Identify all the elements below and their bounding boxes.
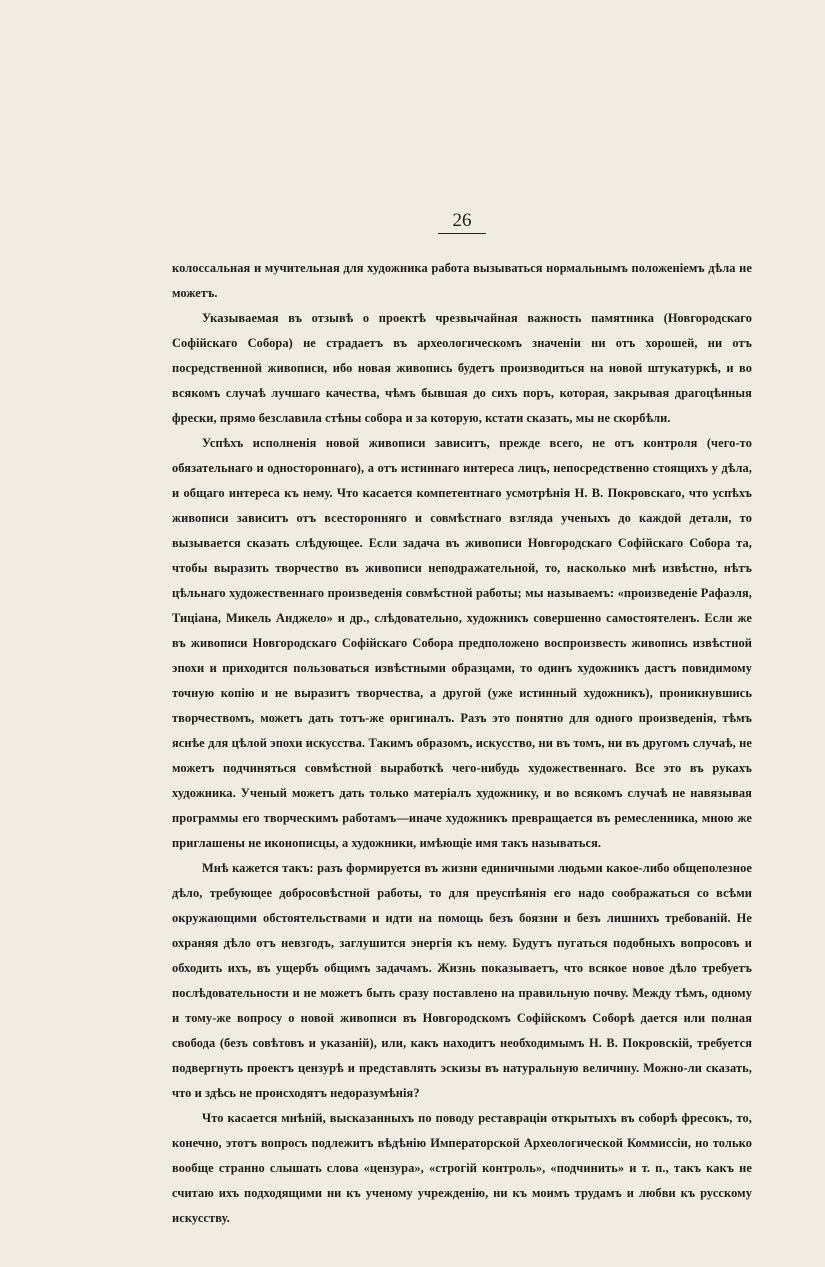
page-number-rule <box>438 233 486 234</box>
paragraph: колоссальная и мучительная для художника работа вызываться нормальнымъ положеніемъ дѣла не можетъ. <box>172 261 752 300</box>
paragraph: Что касается мнѣній, высказанныхъ по поводу реставраціи открытыхъ въ соборѣ фресокъ, то, конечно, этотъ вопросъ подлежитъ вѣдѣнію Императорской Археологической Коммиссіи, но только вообще странно слышать слова «цензура», «строгій контроль», «подчинить» и т. п., такъ какъ не считаю ихъ подходящими ни къ ученому учрежденію, ни къ моимъ трудамъ и любви къ русскому искусству. <box>172 1111 752 1225</box>
body-text <box>172 256 752 1231</box>
paragraph: Успѣхъ исполненія новой живописи зависитъ, прежде всего, не отъ контроля (чего-то обязательнаго и одностороннаго), а отъ истиннаго интереса лицъ, непосредственно стоящихъ у дѣла, и общаго интереса къ нему. Что касается компетентнаго усмотрѣнія Н. В. Покровскаго, что успѣхъ живописи зависитъ отъ всесторонняго и совмѣстнаго взгляда ученыхъ до каждой детали, то вызывается сказать слѣдующее. Если задача въ живописи Новгородскаго Софійскаго Собора та, чтобы выразить творчество въ живописи неподражательной, то, насколько мнѣ извѣстно, нѣтъ цѣльнаго художественнаго произведенія совмѣстной работы; мы называемъ: «произведеніе Рафаэля, Тиціана, Микель Анджело» и др., слѣдовательно, художникъ совершенно самостоятеленъ. Если же въ живописи Новгородскаго Софійскаго Собора предположено воспроизвесть живопись извѣстной эпохи и приходится пользоваться извѣстными образцами, то одинъ художникъ дастъ повидимому точную копію и не выразитъ творчества, а другой (уже истинный художникъ), проникнувшись творчествомъ, можетъ дать тотъ-же оригиналъ. Разъ это понятно для одного произведенія, тѣмъ яснѣе для цѣлой эпохи искусства. Такимъ образомъ, искусство, ни въ томъ, ни въ другомъ случаѣ, не можетъ подчиняться совмѣстной выработкѣ чего-нибудь художественнаго. Все это въ рукахъ художника. Ученый можетъ дать только матеріалъ художнику, и во всякомъ случаѣ не навязывая программы его творческимъ работамъ—иначе художникъ превращается въ ремесленника, мною же приглашены не иконописцы, а художники, имѣющіе имя такъ называться. <box>172 436 752 850</box>
paragraph: Указываемая въ отзывѣ о проектѣ чрезвычайная важность памятника (Новгородскаго Софійскаго Собора) не страдаетъ въ археологическомъ значеніи ни отъ хорошей, ни отъ посредственной живописи, ибо новая живопись будетъ производиться на новой штукатуркѣ, и во всякомъ случаѣ лучшаго качества, чѣмъ бывшая до сихъ поръ, которая, закрывая драгоцѣнныя фрески, прямо безславила стѣны собора и за которую, кстати сказать, мы не скорбѣли. <box>172 311 752 425</box>
paragraph: Мнѣ кажется такъ: разъ формируется въ жизни единичными людьми какое-либо общеполезное дѣло, требующее добросовѣстной работы, то для преуспѣянія его надо соображаться со всѣми окружающими обстоятельствами и идти на помощь безъ боязни и безъ лишнихъ требованій. Не охраняя дѣло отъ невзгодъ, заглушится энергія къ нему. Будутъ пугаться подобныхъ вопросовъ и обходить ихъ, въ ущербъ общимъ задачамъ. Жизнь показываетъ, что всякое новое дѣло требуетъ послѣдовательности и не можетъ быть сразу поставлено на правильную почву. Между тѣмъ, одному и тому-же вопросу о новой живописи въ Новгородскомъ Софійскомъ Соборѣ дается или полная свобода (безъ совѣтовъ и указаній), или, какъ находитъ необходимымъ Н. В. Покровскій, требуется подвергнуть проектъ цензурѣ и представлять эскизы въ натуральную величину. Можно-ли сказать, что и здѣсь не происходятъ недоразумѣнія? <box>172 861 752 1100</box>
page-number: 26 <box>452 210 472 231</box>
